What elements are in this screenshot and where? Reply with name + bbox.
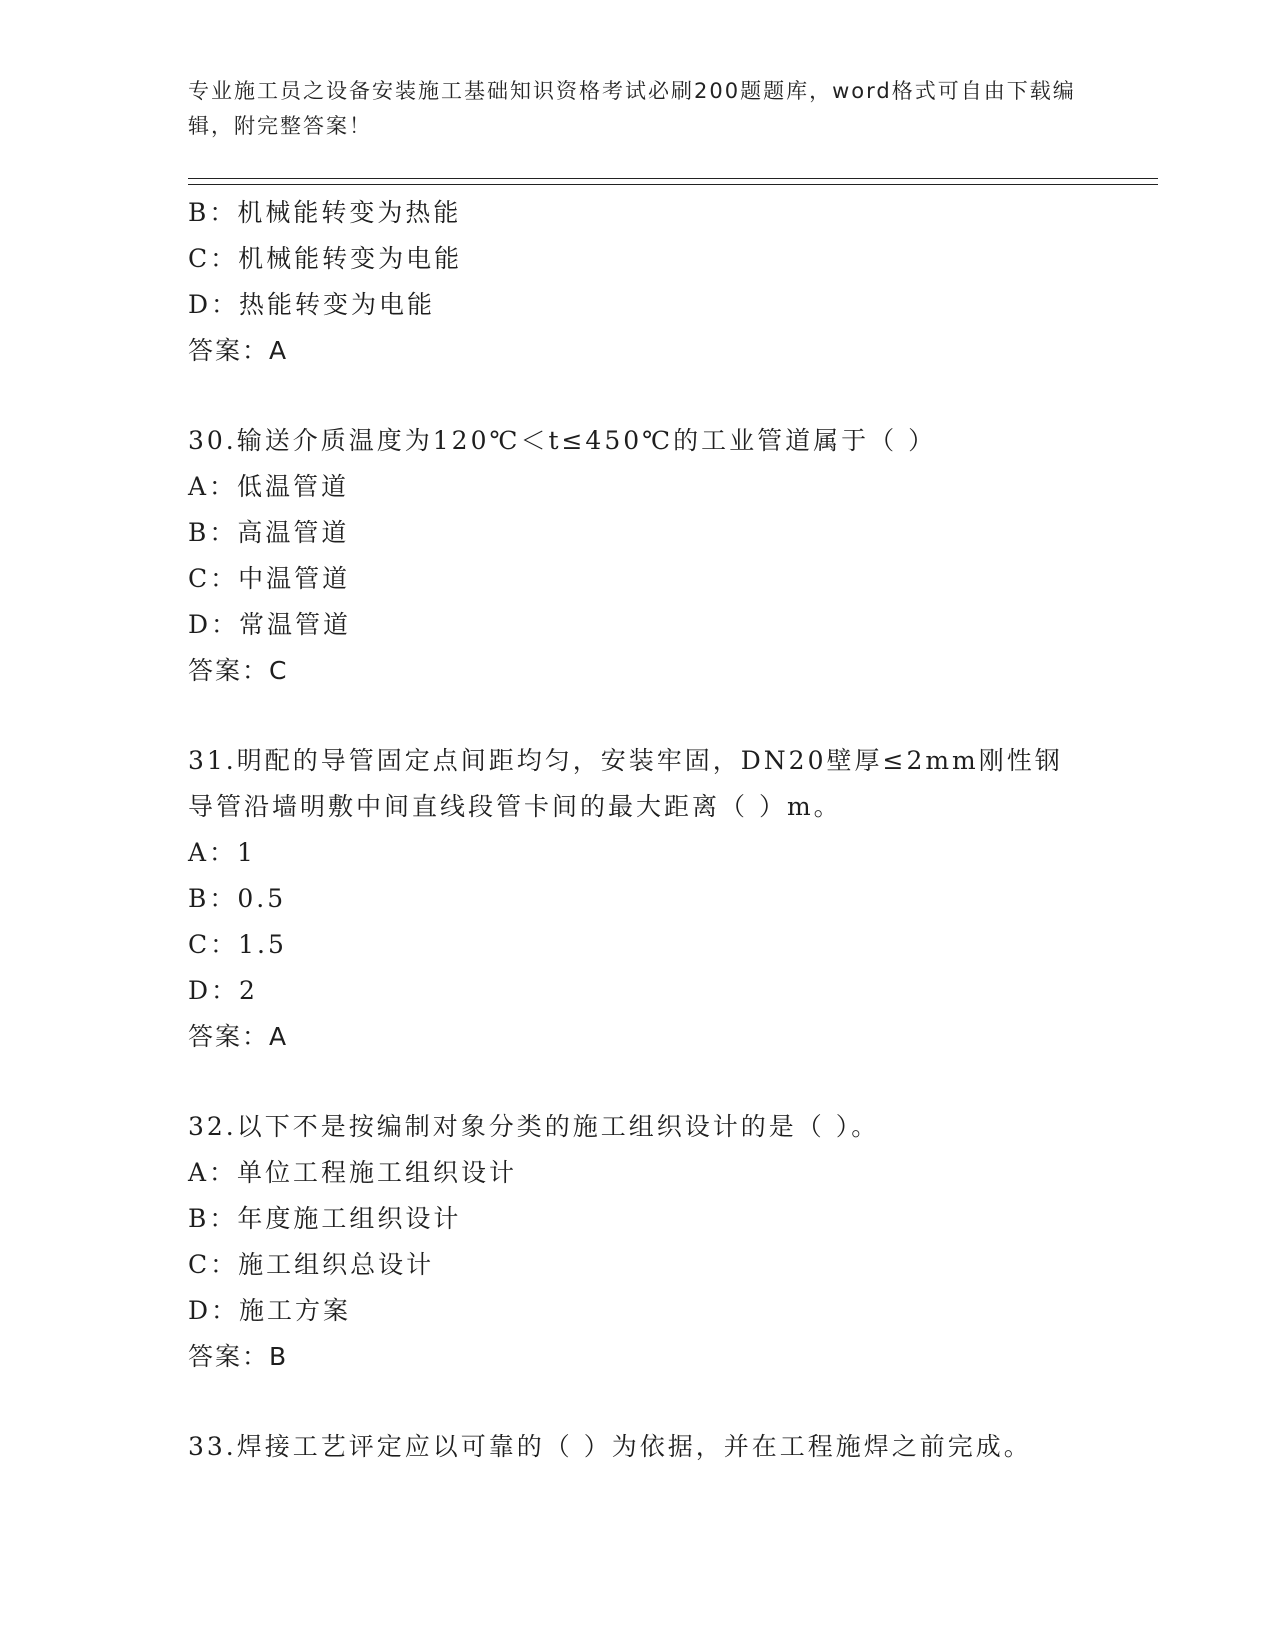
question-block-30 <box>188 418 1088 694</box>
option-b: B：年度施工组织设计 <box>188 1204 462 1233</box>
answer-line: 答案：A <box>188 336 289 365</box>
question-block-32 <box>188 1104 1088 1380</box>
question-block-33 <box>188 1424 1088 1470</box>
option-b: B：高温管道 <box>188 518 350 547</box>
header-divider <box>188 178 1158 185</box>
spacer <box>188 1380 1088 1424</box>
option-c: C：1.5 <box>188 930 287 959</box>
option-d: D：热能转变为电能 <box>188 290 436 319</box>
question-block-29 <box>188 190 1088 374</box>
question-block-31 <box>188 738 1088 1060</box>
question-stem: 30.输送介质温度为120℃＜t≤450℃的工业管道属于（ ） <box>188 426 937 455</box>
spacer <box>188 1060 1088 1104</box>
option-b: B：0.5 <box>188 884 287 913</box>
option-a: A：1 <box>188 838 256 867</box>
spacer <box>188 694 1088 738</box>
question-list <box>188 190 1088 1470</box>
answer-line: 答案：C <box>188 656 289 685</box>
option-d: D：2 <box>188 976 258 1005</box>
spacer <box>188 374 1088 418</box>
question-stem: 33.焊接工艺评定应以可靠的（ ）为依据，并在工程施焊之前完成。 <box>188 1432 1032 1461</box>
option-b: B：机械能转变为热能 <box>188 198 462 227</box>
option-a: A：单位工程施工组织设计 <box>188 1158 518 1187</box>
option-d: D：常温管道 <box>188 610 352 639</box>
answer-line: 答案：B <box>188 1342 289 1371</box>
option-c: C：机械能转变为电能 <box>188 244 463 273</box>
option-d: D：施工方案 <box>188 1296 352 1325</box>
option-c: C：中温管道 <box>188 564 351 593</box>
page-header: 专业施工员之设备安装施工基础知识资格考试必刷200题题库，word格式可自由下载编辑，附完整答案！ <box>188 79 1076 138</box>
option-c: C：施工组织总设计 <box>188 1250 435 1279</box>
question-stem: 32.以下不是按编制对象分类的施工组织设计的是（ ）。 <box>188 1112 880 1141</box>
option-a: A：低温管道 <box>188 472 350 501</box>
answer-line: 答案：A <box>188 1022 289 1051</box>
question-stem: 31.明配的导管固定点间距均匀，安装牢固，DN20壁厚≤2mm刚性钢导管沿墙明敷中间直线段管卡间的最大距离（ ）m。 <box>188 746 1063 821</box>
